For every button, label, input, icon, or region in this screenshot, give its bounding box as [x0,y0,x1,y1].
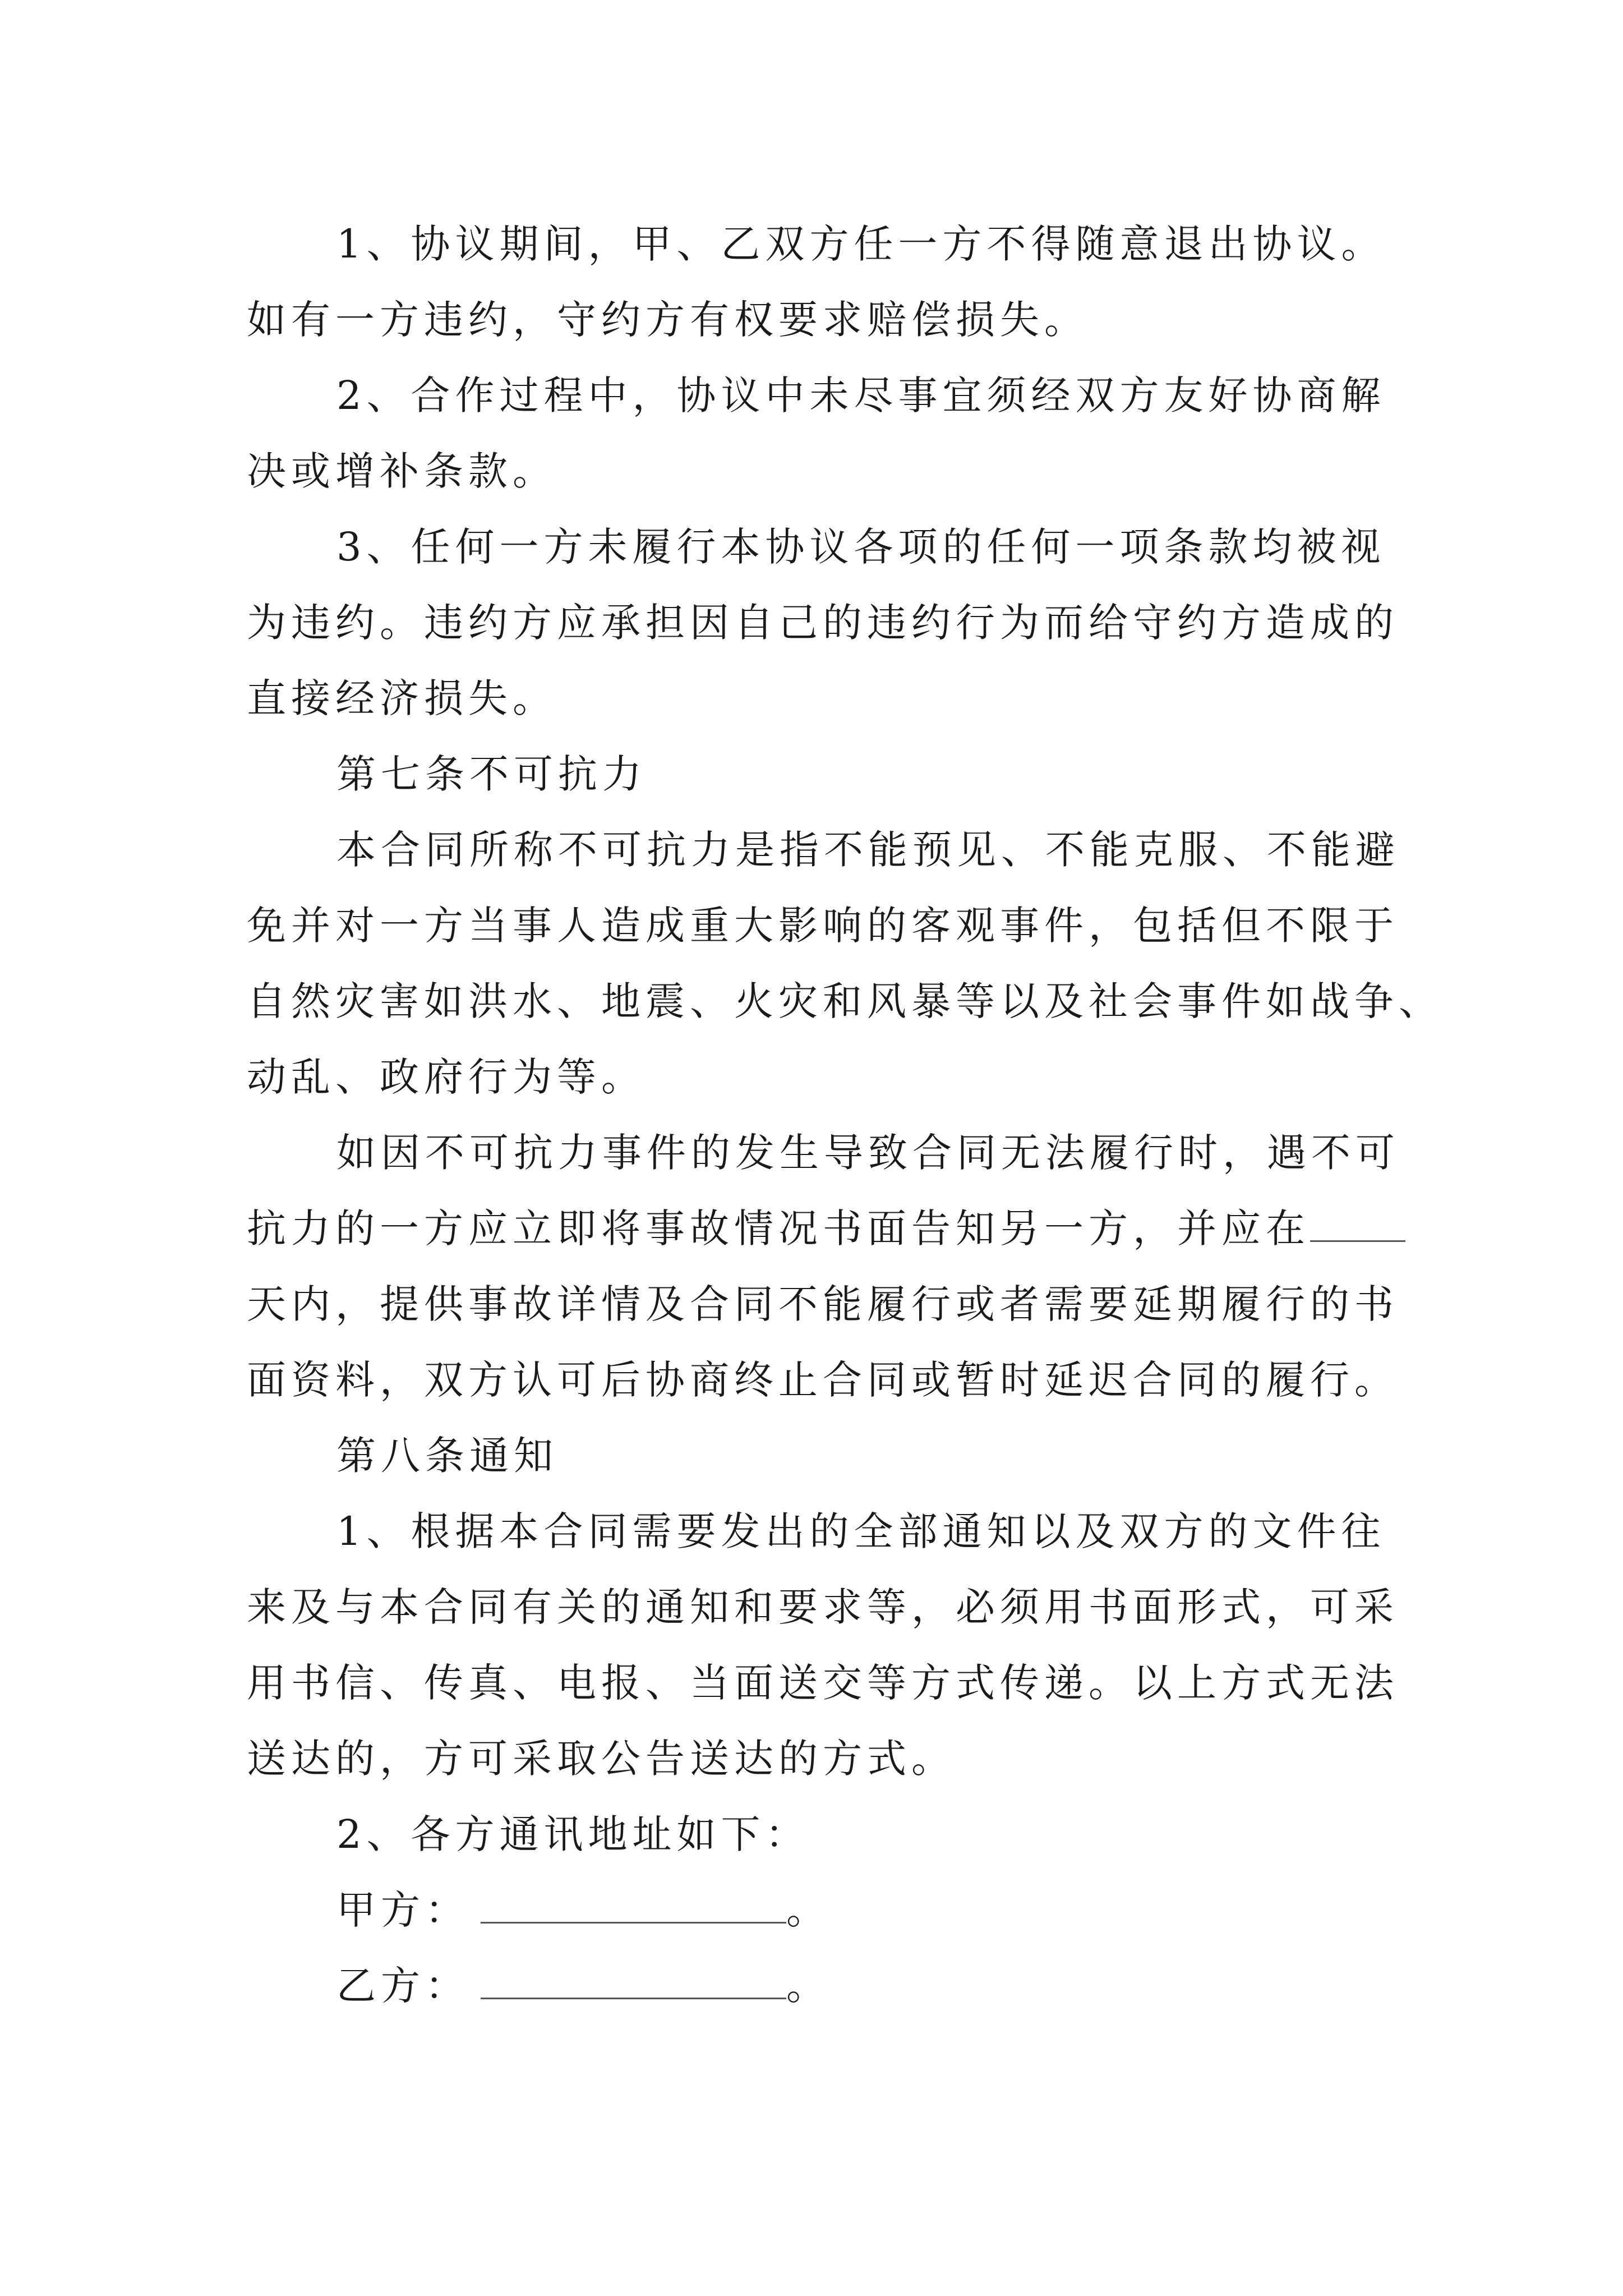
article-7-para-1-line-1: 本合同所称不可抗力是指不能预见、不能克服、不能避 [336,827,1400,873]
article-8-1-line-2: 来及与本合同有关的通知和要求等，必须用书面形式，可采 [247,1584,1399,1630]
clause-6-3-line-1: 3、任何一方未履行本协议各项的任何一项条款均被视 [336,524,1386,570]
party-a-address-blank [481,1887,786,1924]
party-b-address-line [336,1958,831,2014]
clause-6-3-line-2: 为违约。违约方应承担因自己的违约行为而给守约方造成的 [247,600,1399,646]
clause-6-2-line-1: 2、合作过程中，协议中未尽事宜须经双方友好协商解 [336,372,1386,418]
article-8-heading: 第八条通知 [336,1433,558,1479]
article-8-2-line: 2、各方通讯地址如下： [336,1811,810,1857]
article-7-para-1-line-2: 免并对一方当事人造成重大影响的客观事件，包括但不限于 [247,903,1399,949]
party-a-suffix: 。 [786,1887,831,1933]
party-a-label: 甲方： [336,1887,469,1933]
article-7-para-2-line-2-text: 抗力的一方应立即将事故情况书面告知另一方，并应在 [247,1205,1310,1251]
article-7-para-1-line-4: 动乱、政府行为等。 [247,1054,645,1100]
article-7-para-2-line-1: 如因不可抗力事件的发生导致合同无法履行时，遇不可 [336,1130,1400,1176]
article-7-heading: 第七条不可抗力 [336,751,647,797]
article-8-1-line-3: 用书信、传真、电报、当面送交等方式传递。以上方式无法 [247,1660,1399,1706]
clause-6-3-line-3: 直接经济损失。 [247,675,557,721]
article-7-para-2-line-4: 面资料，双方认可后协商终止合同或暂时延迟合同的履行。 [247,1357,1399,1403]
article-8-1-line-1: 1、根据本合同需要发出的全部通知以及双方的文件往 [336,1508,1386,1554]
article-7-para-1-line-3: 自然灾害如洪水、地震、火灾和风暴等以及社会事件如战争、 [247,978,1443,1024]
party-b-suffix: 。 [786,1963,831,2009]
days-blank [1310,1205,1405,1242]
party-a-address-line [336,1882,831,1938]
article-7-para-2-line-2 [247,1200,1405,1257]
article-7-para-2-line-3: 天内，提供事故详情及合同不能履行或者需要延期履行的书 [247,1281,1399,1327]
clause-6-2-line-2: 决或增补条款。 [247,448,557,494]
party-b-label: 乙方： [336,1963,469,2009]
clause-6-1-line-2: 如有一方违约，守约方有权要求赔偿损失。 [247,297,1089,343]
party-b-address-blank [481,1963,786,1999]
clause-6-1-line-1: 1、协议期间，甲、乙双方任一方不得随意退出协议。 [336,221,1386,267]
article-8-1-line-4: 送达的，方可采取公告送达的方式。 [247,1736,956,1782]
